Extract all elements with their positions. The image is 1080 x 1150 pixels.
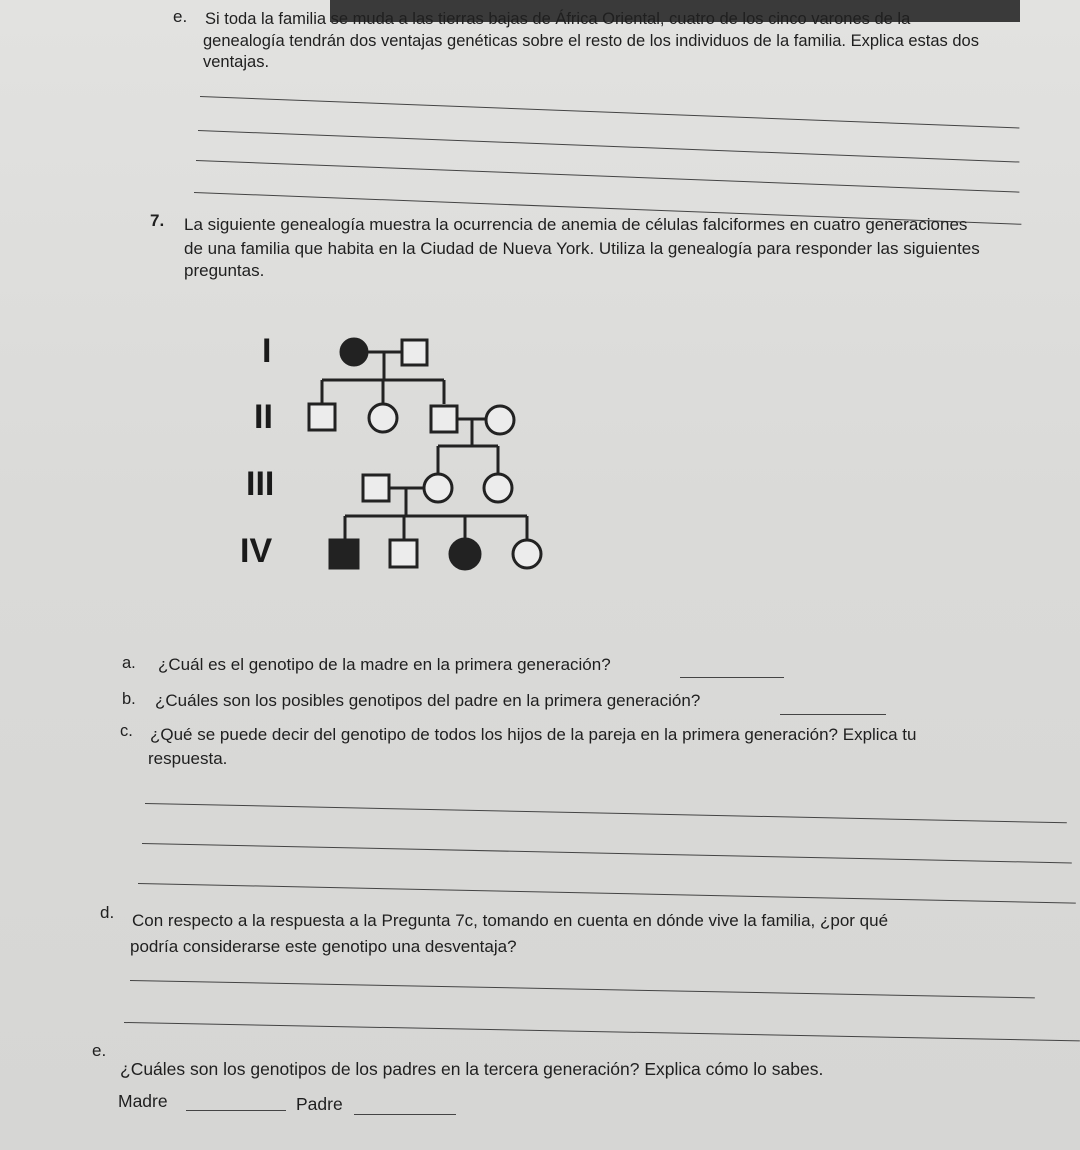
- gen2-unaffected-male: [309, 404, 335, 430]
- qa-label: a.: [122, 654, 136, 672]
- q6e-line-2: genealogía tendrán dos ventajas genéticas sobre el resto de los individuos de la familia. Explica estas dos: [203, 32, 979, 50]
- qe-text: ¿Cuáles son los genotipos de los padres en la tercera generación? Explica cómo lo sabes.: [120, 1059, 824, 1079]
- gen4-affected-male: [330, 540, 358, 568]
- qc-label: c.: [120, 722, 133, 740]
- q6e-label: e.: [173, 7, 188, 26]
- q6e-line-3: ventajas.: [203, 53, 270, 71]
- q7-line-3: preguntas.: [184, 261, 265, 280]
- gen2-unaffected-female: [369, 404, 397, 432]
- qd-line-2: podría considerarse este genotipo una desventaja?: [130, 937, 517, 956]
- gen1-unaffected-male: [402, 340, 427, 365]
- madre-label: Madre: [118, 1091, 168, 1111]
- padre-label: Padre: [296, 1094, 343, 1114]
- gen2-unaffected-female-inlaw: [486, 406, 514, 434]
- qb-text: ¿Cuáles son los posibles genotipos del padre en la primera generación?: [155, 691, 701, 710]
- gen2-unaffected-male-parent: [431, 406, 457, 432]
- qc-line-1: ¿Qué se puede decir del genotipo de todos los hijos de la pareja en la primera generación? Explica tu: [150, 725, 917, 744]
- generation-label-4: IV: [240, 532, 273, 570]
- generation-label-1: I: [262, 332, 272, 370]
- padre-answer-blank[interactable]: [354, 1114, 456, 1115]
- generation-label-3: III: [246, 465, 275, 503]
- gen4-affected-female: [450, 539, 480, 569]
- qd-line-1: Con respecto a la respuesta a la Pregunta 7c, tomando en cuenta en dónde vive la familia, ¿por qué: [132, 911, 889, 930]
- qa-text: ¿Cuál es el genotipo de la madre en la primera generación?: [158, 655, 611, 674]
- qc-line-2: respuesta.: [148, 749, 228, 768]
- gen1-affected-female: [341, 339, 367, 365]
- qb-label: b.: [122, 690, 136, 708]
- madre-answer-blank[interactable]: [186, 1110, 286, 1111]
- qa-answer-blank[interactable]: [680, 677, 784, 678]
- gen4-unaffected-male: [390, 540, 417, 567]
- qd-label: d.: [100, 903, 115, 922]
- gen4-unaffected-female: [513, 540, 541, 568]
- q7-line-1: La siguiente genealogía muestra la ocurrencia de anemia de células falciformes en cuatro generaciones: [184, 215, 968, 234]
- qb-answer-blank[interactable]: [780, 714, 886, 715]
- q7-number: 7.: [150, 211, 165, 230]
- qe-label: e.: [92, 1041, 107, 1060]
- gen3-unaffected-female: [424, 474, 452, 502]
- q6e-line-1: Si toda la familia se muda a las tierras bajas de África Oriental, cuatro de los cinco varones de la: [205, 10, 911, 28]
- gen3-unaffected-male-inlaw: [363, 475, 389, 501]
- generation-label-2: II: [254, 398, 273, 436]
- gen3-unaffected-female-sibling: [484, 474, 512, 502]
- q7-line-2: de una familia que habita en la Ciudad de Nueva York. Utiliza la genealogía para responder las siguientes: [184, 239, 980, 258]
